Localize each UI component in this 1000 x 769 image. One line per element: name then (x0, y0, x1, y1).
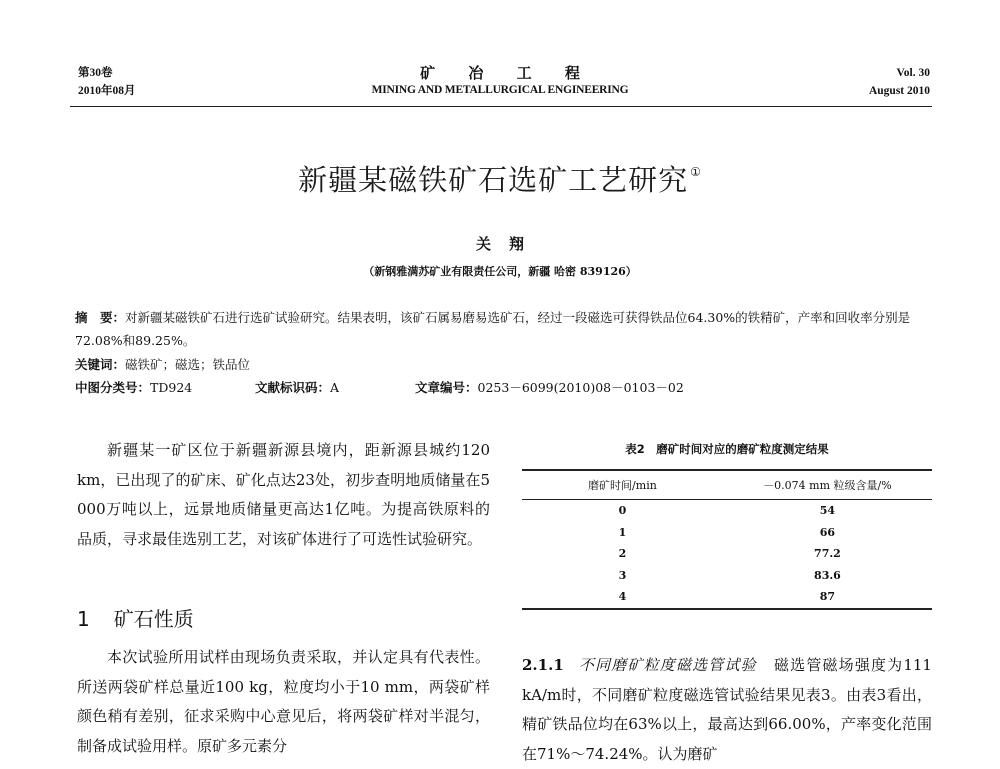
cell-time: 2 (618, 547, 627, 561)
affiliation: （新钢雅满苏矿业有限责任公司，新疆 哈密 839126） (363, 265, 637, 278)
column-header-fine-content: －0.074 mm 粒级含量/% (763, 479, 892, 492)
article-no-label: 文章编号： (415, 380, 478, 395)
subsection-title: 不同磨矿粒度磁选管试验 (577, 656, 757, 674)
table-2 (522, 469, 932, 610)
doc-code-label: 文献标识码： (255, 380, 331, 395)
keywords-label: 关键词： (75, 357, 126, 372)
article-title (0, 158, 1000, 199)
intro-paragraph: 新疆某一矿区位于新疆新源县境内，距新源县城约120 km，已出现了的矿床、矿化点达23处，初步查明地质储量在5 000万吨以上，远景地质储量更高达1亿吨。为提高铁原料的品质，寻求最佳选别工艺，对该矿体进行了可选性试验研究。 (77, 441, 490, 548)
subsection-2-1-1 (522, 651, 932, 769)
table-row (522, 586, 932, 609)
header-volume-en: Vol. 30 (896, 67, 930, 79)
table-row (522, 565, 932, 587)
cell-time: 0 (618, 504, 627, 518)
abstract-label: 摘 要： (75, 310, 126, 325)
section-1-paragraph: 本次试验所用试样由现场负责采取，并认定具有代表性。所送两袋矿样总量近100 kg，粒度均小于10 mm，两袋矿样颜色稍有差别，征求采购中心意见后，将两袋矿样对半混匀，制备成试验用样。原矿多元素分 (77, 648, 490, 755)
article-title-text: 新疆某磁铁矿石选矿工艺研究 (298, 163, 689, 197)
subsection-number: 2.1.1 (522, 656, 564, 674)
table-header-row (522, 470, 932, 500)
header-date-en: August 2010 (868, 85, 930, 97)
section-1-title: 矿石性质 (113, 607, 194, 631)
header-journal-en: MINING AND METALLURGICAL ENGINEERING (371, 84, 629, 96)
keywords (75, 353, 945, 376)
header-date-cn: 2010年08月 (78, 85, 136, 97)
column-header-grinding-time: 磨矿时间/min (588, 479, 657, 492)
section-1-number: 1 (77, 607, 90, 631)
cell-content: 83.6 (814, 568, 841, 582)
table-row (522, 500, 932, 522)
header-rule (70, 106, 932, 107)
clc-value: TD924 (150, 380, 193, 395)
title-footnote-mark: ① (690, 165, 702, 179)
doc-code-value: A (330, 380, 340, 395)
table-2-caption: 表2 磨矿时间对应的磨矿粒度测定结果 (625, 442, 829, 456)
cell-content: 77.2 (814, 547, 841, 561)
abstract-text: 对新疆某磁铁矿石进行选矿试验研究。结果表明，该矿石属易磨易选矿石，经过一段磁选可获得铁品位64.30%的铁精矿，产率和回收率分别是72.08%和89.25%。 (75, 310, 911, 348)
section-1-heading (77, 603, 194, 632)
keywords-text: 磁铁矿；磁选；铁品位 (125, 357, 251, 372)
header-volume-cn: 第30卷 (78, 67, 113, 79)
cell-time: 1 (618, 525, 627, 539)
clc-label: 中图分类号： (75, 380, 151, 395)
header-journal-cn: 矿 冶 工 程 (420, 64, 594, 82)
doc-code-field (255, 376, 339, 399)
table-row (522, 543, 932, 565)
abstract (75, 306, 945, 352)
cell-time: 3 (618, 568, 627, 582)
subsection-paragraph: 磁选管磁场强度为111 kA/m时，不同磨矿粒度磁选管试验结果见表3。由表3看出，精矿铁品位均在63%以上，最高达到66.00%，产率变化范围在71%～74.24%。认为磨矿 (522, 656, 932, 763)
author: 关翔 (475, 235, 542, 253)
clc-field (75, 376, 192, 399)
article-no-field (415, 376, 684, 399)
cell-content: 54 (819, 504, 836, 518)
article-no-value: 0253－6099(2010)08－0103－02 (477, 380, 684, 395)
cell-content: 87 (819, 590, 836, 604)
table-row (522, 522, 932, 544)
cell-time: 4 (618, 590, 627, 604)
cell-content: 66 (819, 525, 836, 539)
